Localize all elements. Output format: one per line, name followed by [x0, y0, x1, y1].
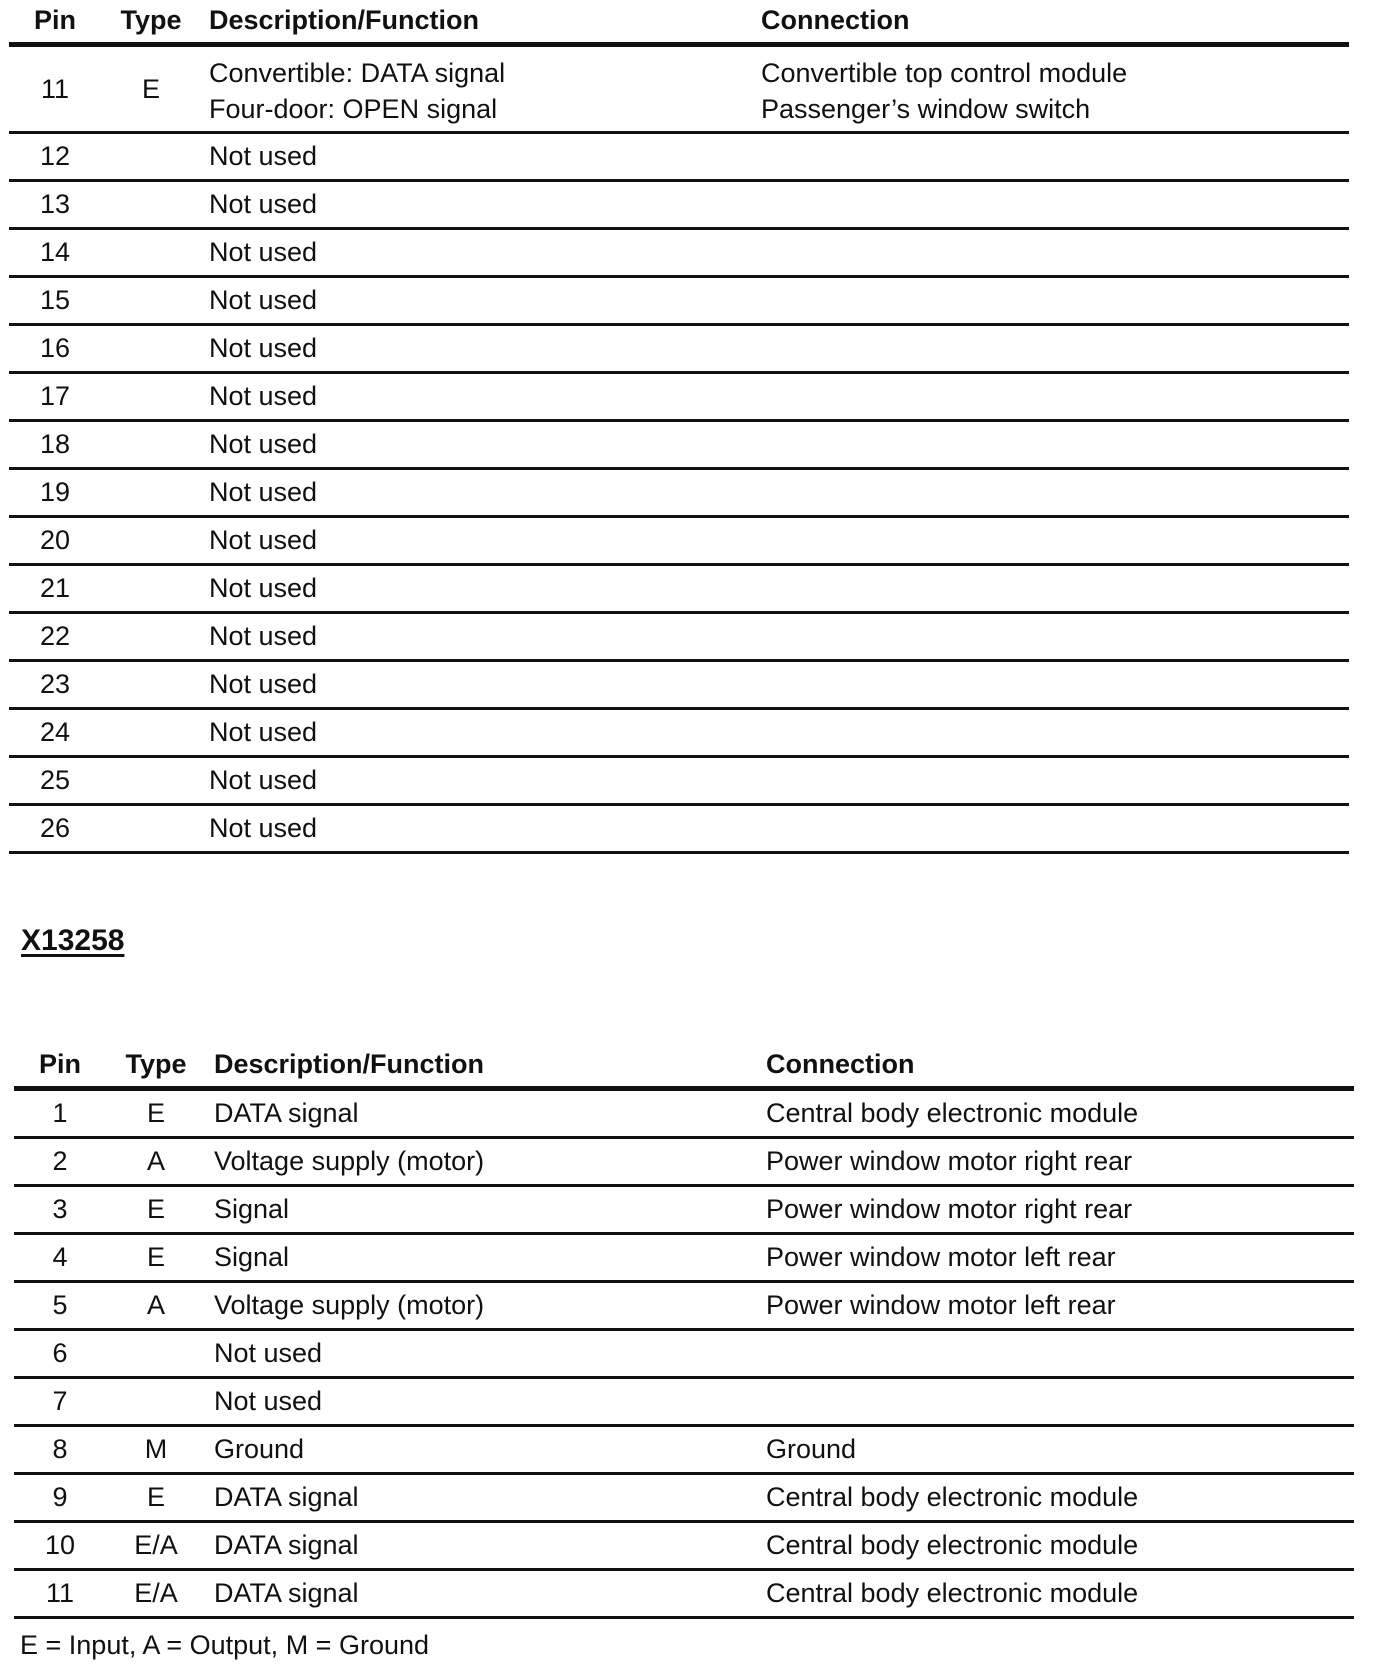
connection-cell — [761, 44, 1349, 132]
table-row — [14, 1425, 1354, 1473]
header-pin: Pin — [9, 0, 101, 44]
table-row — [9, 372, 1349, 420]
type-cell — [101, 804, 201, 852]
table-row — [9, 564, 1349, 612]
description-cell: DATA signal — [206, 1088, 766, 1137]
pin-cell: 21 — [9, 564, 101, 612]
connection-cell — [761, 708, 1349, 756]
table-row — [14, 1088, 1354, 1137]
connection-cell: Power window motor right rear — [766, 1137, 1354, 1185]
type-cell — [101, 324, 201, 372]
connection-cell — [766, 1377, 1354, 1425]
table-row — [14, 1521, 1354, 1569]
connection-cell — [761, 564, 1349, 612]
pin-cell: 5 — [14, 1281, 106, 1329]
table-row — [9, 612, 1349, 660]
description-cell: Not used — [201, 612, 761, 660]
table-row — [9, 228, 1349, 276]
description-cell: Not used — [201, 756, 761, 804]
type-cell — [101, 660, 201, 708]
table-row — [14, 1281, 1354, 1329]
description-cell: DATA signal — [206, 1569, 766, 1617]
pin-cell: 26 — [9, 804, 101, 852]
description-cell: DATA signal — [206, 1521, 766, 1569]
pin-cell: 24 — [9, 708, 101, 756]
pin-cell: 11 — [9, 44, 101, 132]
table-row — [9, 276, 1349, 324]
pin-cell: 11 — [14, 1569, 106, 1617]
pin-cell: 8 — [14, 1425, 106, 1473]
header-type: Type — [106, 1042, 206, 1088]
pin-cell: 1 — [14, 1088, 106, 1137]
description-cell: Not used — [201, 660, 761, 708]
description-cell: Signal — [206, 1185, 766, 1233]
description-cell — [201, 44, 761, 132]
description-cell: Not used — [201, 324, 761, 372]
type-cell — [101, 180, 201, 228]
connection-cell — [761, 420, 1349, 468]
table-body — [14, 1088, 1354, 1617]
type-cell — [101, 756, 201, 804]
header-pin: Pin — [14, 1042, 106, 1088]
connection-cell — [761, 468, 1349, 516]
type-cell: E — [106, 1185, 206, 1233]
connection-cell — [761, 756, 1349, 804]
pin-cell: 3 — [14, 1185, 106, 1233]
connection-cell-line: Passenger’s window switch — [761, 93, 1091, 124]
table-header-row — [14, 1042, 1354, 1088]
header-type: Type — [101, 0, 201, 44]
pin-cell: 16 — [9, 324, 101, 372]
table-row — [9, 804, 1349, 852]
table-row — [9, 324, 1349, 372]
header-description: Description/Function — [201, 0, 761, 44]
connection-cell: Power window motor right rear — [766, 1185, 1354, 1233]
pin-cell: 20 — [9, 516, 101, 564]
table-row — [9, 708, 1349, 756]
table-row — [9, 420, 1349, 468]
type-cell — [101, 132, 201, 180]
description-cell: Not used — [201, 372, 761, 420]
pin-cell: 10 — [14, 1521, 106, 1569]
type-cell — [101, 516, 201, 564]
header-connection: Connection — [766, 1042, 1354, 1088]
type-cell — [106, 1377, 206, 1425]
table-row — [14, 1329, 1354, 1377]
type-cell — [101, 276, 201, 324]
type-cell: E — [106, 1473, 206, 1521]
table-row — [14, 1233, 1354, 1281]
connection-cell — [761, 180, 1349, 228]
connection-cell: Power window motor left rear — [766, 1233, 1354, 1281]
table-row — [9, 660, 1349, 708]
type-cell: E — [101, 44, 201, 132]
table-row — [14, 1137, 1354, 1185]
description-cell: Not used — [201, 276, 761, 324]
pin-cell: 19 — [9, 468, 101, 516]
description-cell: Not used — [201, 564, 761, 612]
connection-cell — [761, 516, 1349, 564]
table-row — [9, 516, 1349, 564]
description-cell: Not used — [201, 804, 761, 852]
type-cell: E — [106, 1233, 206, 1281]
table-row — [14, 1569, 1354, 1617]
pin-cell: 12 — [9, 132, 101, 180]
table-row — [14, 1473, 1354, 1521]
connection-cell: Power window motor left rear — [766, 1281, 1354, 1329]
type-cell: A — [106, 1281, 206, 1329]
pin-table-continued — [9, 0, 1349, 854]
type-cell — [101, 420, 201, 468]
connection-cell — [761, 276, 1349, 324]
description-cell: Not used — [201, 516, 761, 564]
table-header-row — [9, 0, 1349, 44]
description-cell: Not used — [201, 468, 761, 516]
table-row — [14, 1185, 1354, 1233]
connection-cell — [761, 228, 1349, 276]
pin-table-x13258 — [14, 1042, 1354, 1619]
description-cell: Not used — [206, 1377, 766, 1425]
type-cell: E — [106, 1088, 206, 1137]
pin-cell: 18 — [9, 420, 101, 468]
connection-cell: Ground — [766, 1425, 1354, 1473]
description-cell: Voltage supply (motor) — [206, 1281, 766, 1329]
connection-cell — [761, 132, 1349, 180]
description-cell: Not used — [201, 420, 761, 468]
type-cell — [101, 372, 201, 420]
connection-cell: Central body electronic module — [766, 1569, 1354, 1617]
pin-cell: 14 — [9, 228, 101, 276]
type-legend: E = Input, A = Output, M = Ground — [20, 1630, 430, 1660]
type-cell — [101, 612, 201, 660]
description-cell-line: Four-door: OPEN signal — [209, 93, 498, 124]
pin-cell: 2 — [14, 1137, 106, 1185]
pin-cell: 25 — [9, 756, 101, 804]
connection-cell — [761, 372, 1349, 420]
type-cell — [101, 468, 201, 516]
pin-cell: 17 — [9, 372, 101, 420]
pin-cell: 9 — [14, 1473, 106, 1521]
table-row — [14, 1377, 1354, 1425]
connection-cell — [761, 612, 1349, 660]
type-cell — [101, 228, 201, 276]
description-cell: Signal — [206, 1233, 766, 1281]
table-row — [9, 756, 1349, 804]
table-row — [9, 468, 1349, 516]
description-cell: Not used — [201, 708, 761, 756]
pin-cell: 4 — [14, 1233, 106, 1281]
type-cell — [106, 1329, 206, 1377]
header-description: Description/Function — [206, 1042, 766, 1088]
description-cell: DATA signal — [206, 1473, 766, 1521]
pin-cell: 23 — [9, 660, 101, 708]
pin-cell: 7 — [14, 1377, 106, 1425]
description-cell: Not used — [206, 1329, 766, 1377]
description-cell: Ground — [206, 1425, 766, 1473]
connection-cell — [761, 804, 1349, 852]
connection-cell — [761, 324, 1349, 372]
header-connection: Connection — [761, 0, 1349, 44]
table-row — [9, 132, 1349, 180]
type-cell — [101, 708, 201, 756]
type-cell: A — [106, 1137, 206, 1185]
type-cell: M — [106, 1425, 206, 1473]
pin-cell: 22 — [9, 612, 101, 660]
table-row — [9, 180, 1349, 228]
description-cell: Not used — [201, 132, 761, 180]
connection-cell-line: Convertible top control module — [761, 57, 1128, 88]
description-cell: Not used — [201, 228, 761, 276]
pin-cell: 13 — [9, 180, 101, 228]
pin-cell: 6 — [14, 1329, 106, 1377]
description-cell-line: Convertible: DATA signal — [209, 57, 506, 88]
pin-cell: 15 — [9, 276, 101, 324]
table-row — [9, 44, 1349, 132]
connection-cell — [766, 1329, 1354, 1377]
type-cell: E/A — [106, 1569, 206, 1617]
description-cell: Voltage supply (motor) — [206, 1137, 766, 1185]
connection-cell — [761, 660, 1349, 708]
description-cell: Not used — [201, 180, 761, 228]
connection-cell: Central body electronic module — [766, 1473, 1354, 1521]
type-cell: E/A — [106, 1521, 206, 1569]
type-cell — [101, 564, 201, 612]
connection-cell: Central body electronic module — [766, 1521, 1354, 1569]
connector-heading: X13258 — [21, 924, 125, 957]
table-body — [9, 44, 1349, 852]
connection-cell: Central body electronic module — [766, 1088, 1354, 1137]
